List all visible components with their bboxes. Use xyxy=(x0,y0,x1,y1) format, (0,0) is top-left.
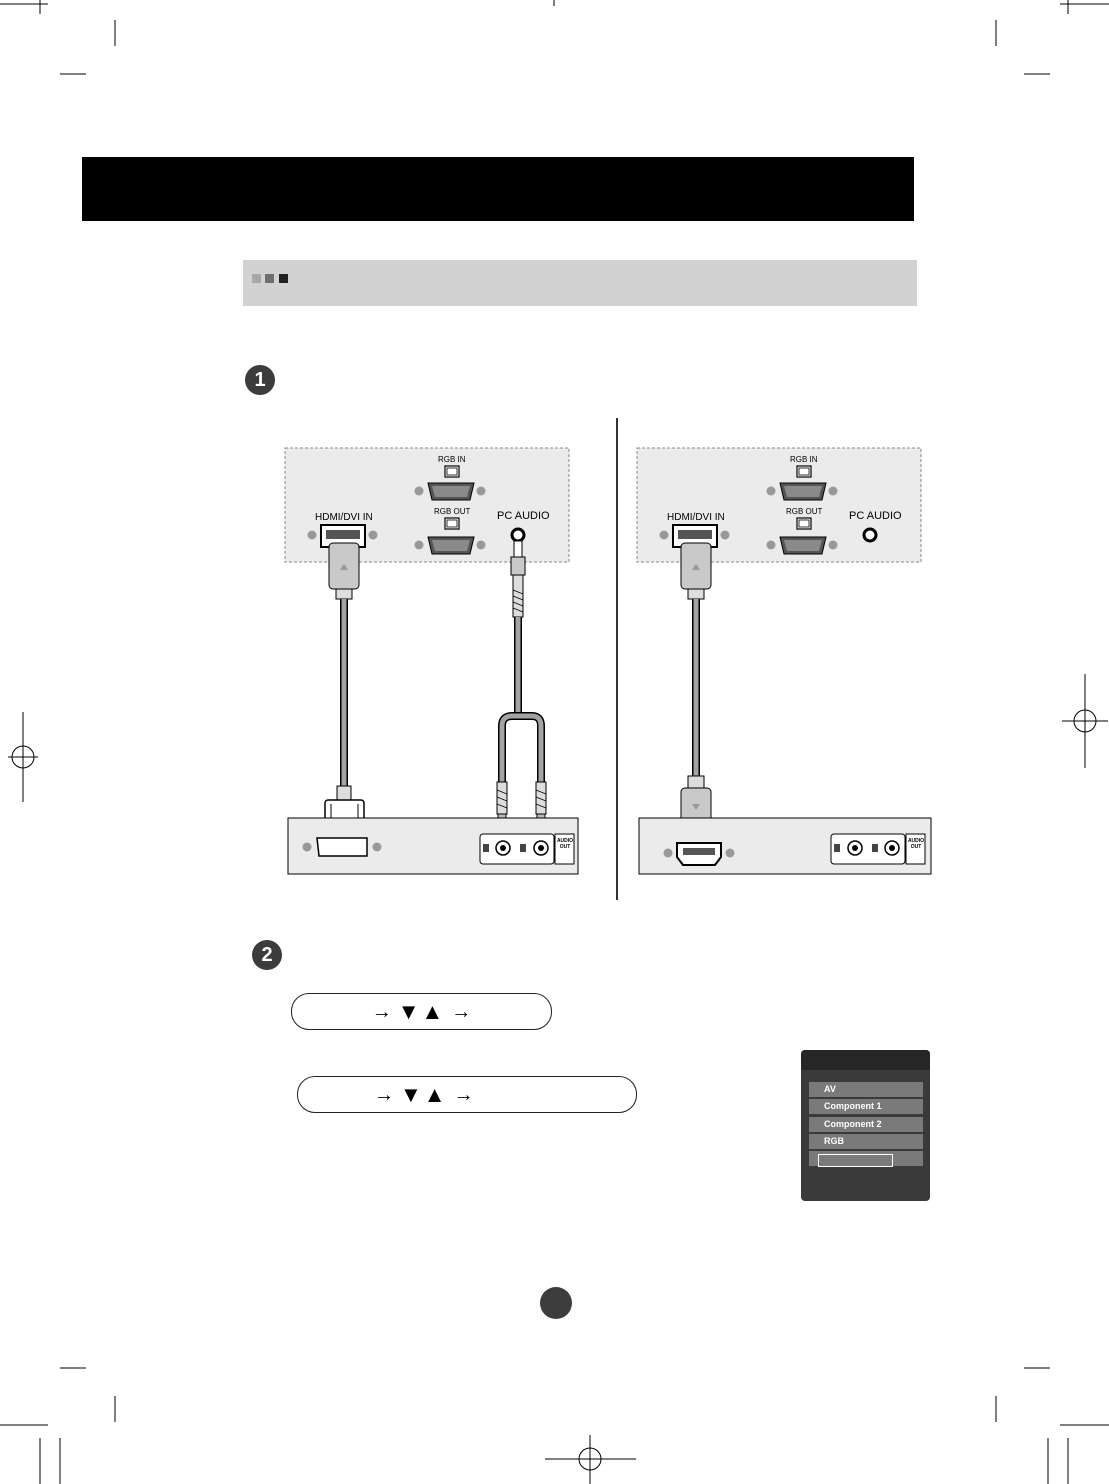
cables-left xyxy=(325,541,546,838)
arrow-right-icon: → xyxy=(451,1000,472,1023)
menu-item-component-1[interactable]: Component 1 xyxy=(809,1099,923,1114)
rgb-in-label: RGB IN xyxy=(790,455,818,464)
hdmi-dvi-in-label: HDMI/DVI IN xyxy=(667,512,725,523)
menu-item-component-2[interactable]: Component 2 xyxy=(809,1117,923,1132)
input-source-menu xyxy=(801,1050,930,1201)
page-number-badge xyxy=(540,1287,572,1319)
hdmi-dvi-in-label: HDMI/DVI IN xyxy=(315,512,373,523)
pc-audio-label: PC AUDIO xyxy=(497,510,550,522)
audio-out-label: AUDIO OUT xyxy=(556,838,574,850)
arrow-right-icon: → xyxy=(374,1083,394,1106)
pc-audio-label: PC AUDIO xyxy=(849,510,902,522)
pc-panel-left xyxy=(288,818,578,874)
section-marker-square xyxy=(279,274,288,283)
rgb-out-label: RGB OUT xyxy=(786,507,823,516)
down-up-triangle-icon: ▼▲ xyxy=(397,998,446,1024)
menu-selection-frame xyxy=(818,1154,893,1167)
hdmi-cable-right xyxy=(681,543,711,836)
rgb-out-label: RGB OUT xyxy=(434,507,471,516)
key-sequence-box-1 xyxy=(291,993,552,1030)
audio-out-label: AUDIO OUT xyxy=(907,838,925,850)
monitor-panel-right xyxy=(637,448,921,562)
pc-panel-right xyxy=(639,818,931,874)
menu-header xyxy=(801,1050,930,1070)
key-sequence-box-2 xyxy=(297,1076,637,1113)
down-up-triangle-icon: ▼▲ xyxy=(400,1081,448,1107)
diagram-divider xyxy=(616,418,618,900)
section-marker-square xyxy=(265,274,274,283)
menu-item-av[interactable]: AV xyxy=(809,1082,923,1097)
rgb-in-label: RGB IN xyxy=(438,455,466,464)
monitor-panel-left xyxy=(285,448,569,562)
arrow-right-icon: → xyxy=(371,1000,392,1023)
step-1-badge: 1 xyxy=(245,365,275,395)
menu-item-rgb[interactable]: RGB xyxy=(809,1134,923,1149)
step-2-badge: 2 xyxy=(252,940,282,970)
section-header-bar xyxy=(243,260,917,306)
arrow-right-icon: → xyxy=(453,1083,474,1106)
section-marker-square xyxy=(252,274,261,283)
page-title-bar xyxy=(82,157,914,221)
